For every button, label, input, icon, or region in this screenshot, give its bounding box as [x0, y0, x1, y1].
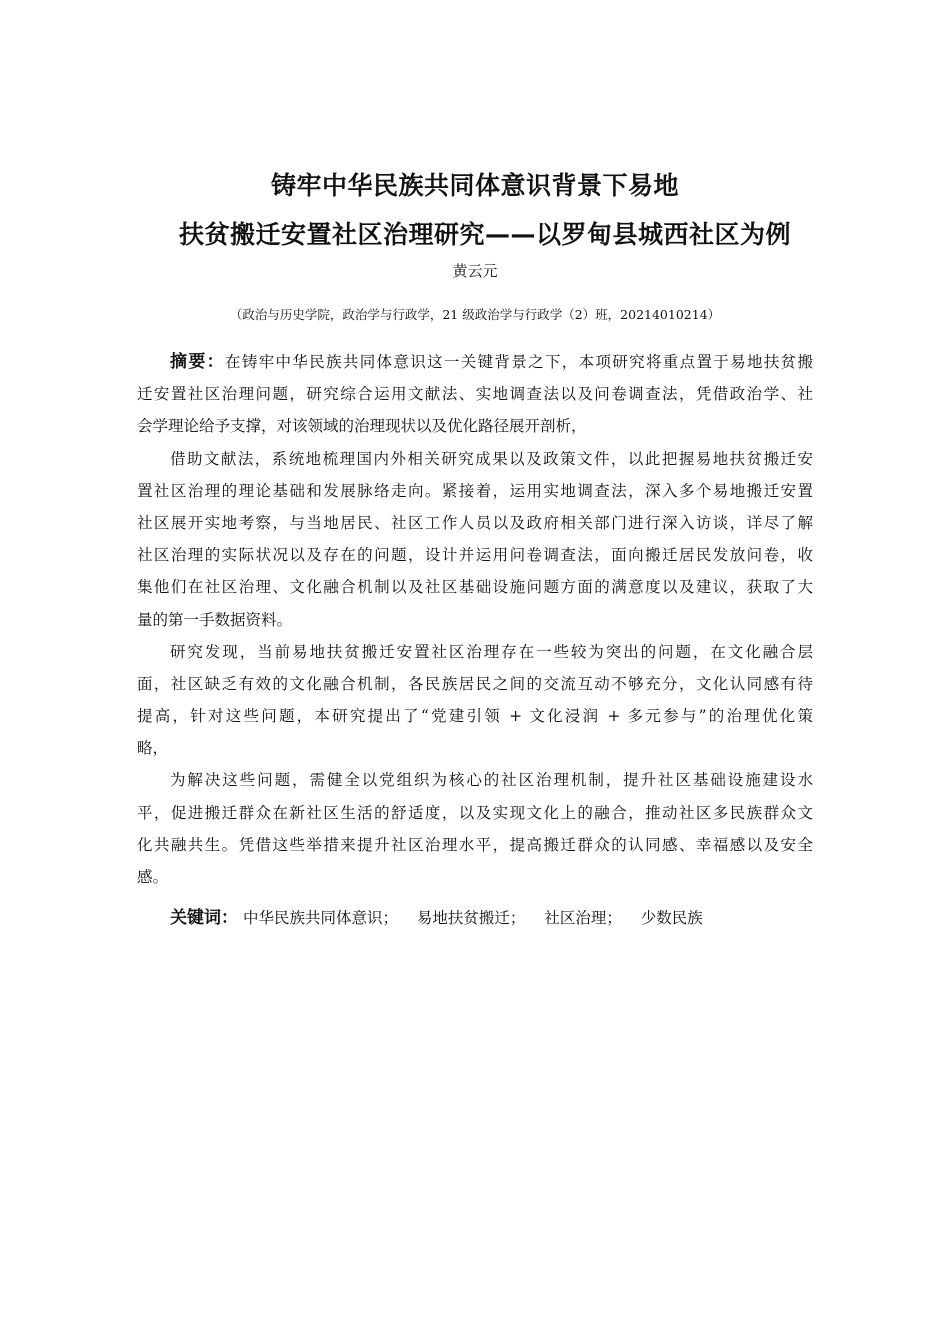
abstract [137, 346, 813, 893]
title-line-1: 铸牢中华民族共同体意识背景下易地 [270, 171, 679, 200]
abstract-line: 提高，针对这些问题，本研究提出了“党建引领 + 文化浸润 + 多元参与”的治理优化策 [137, 707, 813, 726]
abstract-line: 会学理论给予支撑，对该领域的治理现状以及优化路径展开剖析， [137, 417, 587, 436]
abstract-line: 置社区治理的理论基础和发展脉络走向。紧接着，运用实地调查法，深入多个易地搬迁安置 [137, 481, 813, 500]
author: 黄云元 [452, 262, 498, 280]
abstract-line: 社区展开实地考察，与当地居民、社区工作人员以及政府相关部门进行深入访谈，详尽了解 [137, 513, 813, 532]
keyword: 中华民族共同体意识； [242, 909, 398, 927]
abstract-line: 研究发现，当前易地扶贫搬迁安置社区治理存在一些较为突出的问题，在文化融合层 [170, 642, 813, 661]
abstract-line: 面，社区缺乏有效的文化融合机制，各民族居民之间的交流互动不够充分，文化认同感有待 [137, 674, 813, 693]
abstract-line: 略， [137, 739, 169, 758]
abstract-line: 平，促进搬迁群众在新社区生活的舒适度，以及实现文化上的融合，推动社区多民族群众文 [137, 803, 813, 822]
abstract-line: 集他们在社区治理、文化融合机制以及社区基础设施问题方面的满意度以及建议，获取了大 [137, 578, 813, 597]
keywords-label: 关键词： [170, 908, 238, 928]
title-line-2: 扶贫搬迁安置社区治理研究——以罗甸县城西社区为例 [178, 220, 791, 249]
abstract-line: 量的第一手数据资料。 [137, 610, 293, 629]
abstract-line: 化共融共生。凭借这些举措来提升社区治理水平，提高搬迁群众的认同感、幸福感以及安全 [137, 835, 813, 854]
line-text: 在铸牢中华民族共同体意识这一关键背景之下，本项研究将重点置于易地扶贫搬 [225, 353, 813, 371]
abstract-line: 迁安置社区治理问题，研究综合运用文献法、实地调查法以及问卷调查法，凭借政治学、社 [137, 385, 813, 404]
affiliation: （政治与历史学院，政治学与行政学，21 级政治学与行政学（2）班，20214010214） [229, 307, 721, 322]
abstract-paragraph [137, 443, 813, 636]
keyword: 社区治理； [544, 909, 622, 927]
abstract-line [137, 346, 813, 378]
abstract-line: 感。 [137, 868, 169, 886]
abstract-line: 社区治理的实际状况以及存在的问题，设计并运用问卷调查法，面向搬迁居民发放问卷，收 [137, 546, 813, 565]
keywords [170, 903, 717, 928]
abstract-line: 为解决这些问题，需健全以党组织为核心的社区治理机制，提升社区基础设施建设水 [170, 771, 813, 790]
keyword: 少数民族 [640, 909, 703, 927]
abstract-paragraph [137, 346, 813, 443]
abstract-paragraph [137, 636, 813, 765]
keyword: 易地扶贫搬迁； [416, 909, 526, 927]
abstract-paragraph [137, 764, 813, 893]
abstract-label: 摘要： [170, 352, 226, 372]
abstract-line: 借助文献法，系统地梳理国内外相关研究成果以及政策文件，以此把握易地扶贫搬迁安 [170, 449, 813, 468]
